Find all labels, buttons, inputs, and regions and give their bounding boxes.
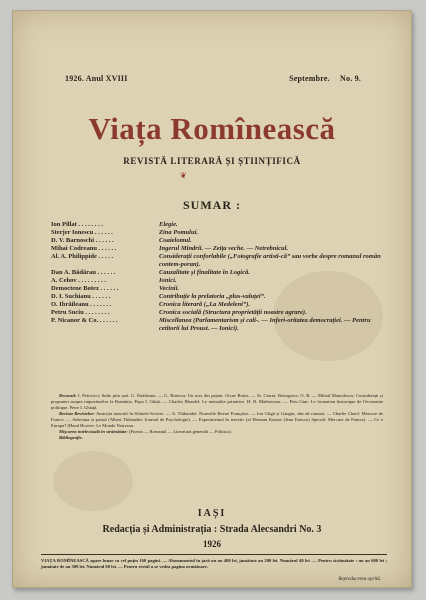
magazine-cover xyxy=(12,10,412,588)
note-text: Amiciția masculi în Sfintele-Scriere. — A. Thibaudet: Nouvelle Revue Française. — Ion Gligă și Gaugin, sînt de romani. — Charlie Chaol: Mercure de France. — Sulevana și pastul (Albert Thibaudet: Journal de Psychologie). — Experimentul în teoretic (al Herman Keuser (Jean Enescu) Speculi: Mercure de France). — Ce e Europa? (Hand Hoover: Le Monde Nouveau. xyxy=(51,411,384,428)
toc-work: Ionici. xyxy=(159,277,177,284)
toc-author: P. Nicanor & Co. . . . . . . xyxy=(51,317,118,324)
review-notes xyxy=(51,393,383,441)
toc-entry xyxy=(51,229,381,237)
toc-work: Contribuție la prelatoria „plus-valuței”. xyxy=(159,293,266,300)
table-of-contents xyxy=(51,221,381,333)
ornament-icon: ❦ xyxy=(180,171,187,180)
magazine-title: Viața Romînească xyxy=(88,111,336,146)
issue-number: No. 9. xyxy=(340,74,361,83)
note-paragraph xyxy=(51,435,383,441)
toc-entry xyxy=(51,269,381,277)
publication-year: 1926 xyxy=(203,539,221,549)
toc-work: Cauzalitate și finalitate în Logică. xyxy=(159,269,250,276)
note-lead: Bibliografie. xyxy=(59,435,83,440)
note-paragraph xyxy=(51,411,383,429)
toc-author: O. Ibrăileanu . . . . . . . xyxy=(51,301,112,308)
subscription-info: VIAȚA ROMÎNEASCĂ apare lunar cu cel puțin 160 pagini. — Abonamentul în țară un an 400 lei, jumătate an 200 lei. Numărul 40 lei. — Pentru străinătate : un an 600 lei ; jumătate de an 300 lei. Numărul 60 lei. — Pentru restul a se vedea pagina următoare. xyxy=(41,558,387,569)
toc-author: Democtene Botez . . . . . . xyxy=(51,285,119,292)
toc-entry xyxy=(51,245,381,253)
toc-work: Cronica literară („La Medeleni”). xyxy=(159,301,250,308)
toc-author: Sterjer Ionescu . . . . . . xyxy=(51,229,113,236)
toc-entry xyxy=(51,309,381,317)
year-volume: 1926. Anul XVIII xyxy=(65,74,128,83)
note-text: I. Petrovici: Sulte prin țară. G. Ibrăileanu. — G. Brăescu: Un ucis din pajeni. Octav Botez. — St. Ciortu: Retrogress. O. B. — Mihail Manoilescu: Considerații și propuneri asupra impoziturilor la România. Popa I. Ghiță. — Charles Blondel: Le mentalite primitive. H. R. Mathewson. — Petu Giur: Le formation historique de l'économie politique. Petre I. Ghiață. xyxy=(51,393,383,410)
issue-line xyxy=(65,74,361,83)
publication-place: IAȘI xyxy=(197,508,227,519)
toc-work: Elegie. xyxy=(159,221,178,228)
toc-entry xyxy=(51,285,381,293)
note-paragraph xyxy=(51,393,383,411)
toc-work: Vecinii. xyxy=(159,285,180,292)
toc-entry xyxy=(51,317,381,333)
toc-author: Mihai Codreanu . . . . . . xyxy=(51,245,117,252)
note-lead: Revista Revistelor: xyxy=(59,411,95,416)
toc-work: Zina Pomului. xyxy=(159,229,199,236)
paper-stain xyxy=(53,451,133,511)
toc-entry xyxy=(51,293,381,301)
note-lead: Recenzii: xyxy=(59,393,77,398)
issue-month: Septembre. xyxy=(289,74,330,83)
divider xyxy=(41,554,387,555)
contents-heading: SUMAR : xyxy=(183,198,241,212)
reproduction-notice: Reproducerea oprită. xyxy=(338,577,381,582)
toc-author: A. Cehov . . . . . . . . . xyxy=(51,277,106,284)
toc-entry xyxy=(51,277,381,285)
toc-author: D. V. Barnoschi . . . . . . xyxy=(51,237,114,244)
toc-work: Considerații conforlabile („Fotografie artisti-că” sau vorbe despre romanul român contem-poran). xyxy=(159,253,381,268)
editorial-address: Redacția și Administrația : Strada Alecsandri No. 3 xyxy=(102,524,322,535)
magazine-subtitle: REVISTĂ LITERARĂ ȘI ȘTIINȚIFICĂ xyxy=(123,156,301,166)
toc-author: Petru Suciu . . . . . . . . xyxy=(51,309,110,316)
note-lead: Mișcarea intelectuală în străinătate: xyxy=(59,429,128,434)
toc-entry xyxy=(51,221,381,229)
note-text: (Poezia — Romanul — Literatură generală — Politica). xyxy=(128,429,232,434)
toc-entry xyxy=(51,301,381,309)
toc-entry xyxy=(51,237,381,245)
toc-author: Ion Pillat . . . . . . . . xyxy=(51,221,103,228)
toc-author: Dan A. Bădărau . . . . . . xyxy=(51,269,116,276)
toc-work: Ingerul Mîndrii. — Zeița veche. — Netrebnicul. xyxy=(159,245,289,252)
issue-info xyxy=(289,74,361,83)
toc-entry xyxy=(51,253,381,269)
toc-author: D. I. Suchianu . . . . . . xyxy=(51,293,111,300)
toc-work: Miscellanea (Parlamentarism și cali-. — Inferi-oritatea democrației. — Pentru cetitorii lui Proust. — Ionici). xyxy=(159,317,371,332)
toc-work: Coaielomul. xyxy=(159,237,192,244)
toc-work: Cronica socială (Structura proprietății noastre agrare). xyxy=(159,309,307,316)
toc-author: Al. A. Philippide . . . . . xyxy=(51,253,114,260)
